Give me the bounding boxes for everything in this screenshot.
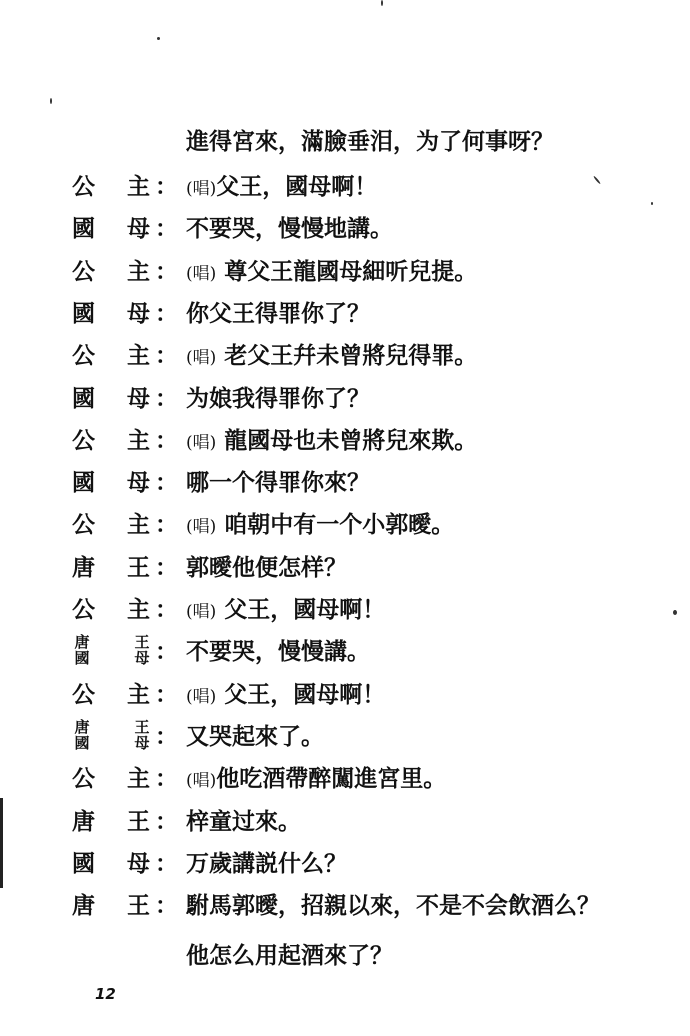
dialogue-line [0, 423, 690, 463]
speech-line: 咱朝中有一个小郭曖。 [216, 511, 455, 539]
speaker-colon: ： [155, 511, 178, 539]
speaker-colon: ： [155, 384, 178, 412]
speaker-char: 國 [72, 469, 95, 497]
speech-line: 老父王幷未曾將兒得罪。 [216, 342, 478, 370]
dialogue-line [0, 465, 690, 505]
sing-marker: (唱) [186, 263, 217, 284]
speaker-label [72, 296, 178, 336]
dialogue-line [0, 719, 690, 759]
speech-text [186, 892, 600, 920]
speaker-colon: ： [155, 680, 178, 708]
speaker-label [72, 423, 178, 463]
speaker-char: 公 [72, 511, 95, 539]
speech-line: 父王，國母啊！ [216, 680, 386, 708]
speaker-label [72, 846, 178, 886]
speaker-char: 主 [127, 257, 150, 285]
speaker-char: 王 [134, 717, 150, 736]
dialogue-line [0, 761, 690, 801]
speaker-char: 主 [127, 765, 150, 793]
speaker-label [72, 592, 178, 632]
speaker-stack-first [72, 719, 92, 751]
speech-text [186, 427, 477, 457]
speaker-char: 主 [127, 426, 150, 454]
speaker-stack-first [72, 634, 92, 666]
speaker-char: 主 [127, 596, 150, 623]
speaker-label [72, 381, 178, 421]
speaker-colon: ： [155, 173, 178, 200]
sing-marker: (唱) [186, 602, 217, 622]
speaker-label [72, 507, 178, 547]
speaker-char: 母 [127, 849, 150, 877]
speaker-colon: ： [155, 469, 178, 497]
dialogue-line [0, 592, 690, 632]
speaker-char: 唐 [74, 717, 90, 736]
page-number: 12 [95, 985, 116, 1003]
speaker-char: 國 [74, 649, 90, 668]
speech-text [186, 765, 446, 795]
speech-line: 为娘我得罪你了？ [186, 384, 370, 412]
speaker-colon: ： [155, 596, 178, 623]
speech-text [186, 723, 324, 751]
speaker-label [72, 338, 178, 378]
speaker-colon: ： [155, 426, 178, 454]
speaker-char: 國 [74, 733, 90, 752]
speech-text [186, 173, 377, 203]
speaker-char: 母 [127, 299, 150, 327]
speaker-char: 公 [72, 257, 95, 285]
speaker-label [72, 550, 178, 590]
sing-marker: (唱) [186, 432, 217, 453]
speaker-char: 母 [127, 384, 150, 412]
speaker-char: 公 [72, 765, 95, 793]
speaker-char: 王 [134, 633, 150, 652]
print-speck [651, 202, 653, 205]
speaker-char: 公 [72, 342, 95, 370]
speaker-colon: ： [155, 257, 178, 285]
sing-marker: (唱) [186, 179, 217, 199]
speaker-char: 主 [127, 173, 150, 200]
speech-text [186, 850, 347, 878]
speaker-char: 公 [72, 596, 95, 623]
speech-line: 父王，國母啊！ [216, 173, 378, 200]
dialogue-line [0, 804, 690, 844]
speaker-label [72, 804, 178, 844]
dialogue-line [0, 296, 690, 336]
sing-marker: (唱) [186, 517, 217, 538]
speaker-colon: ： [155, 807, 178, 835]
speech-text [186, 300, 370, 328]
speaker-char: 唐 [72, 807, 95, 835]
speaker-char: 國 [72, 215, 95, 243]
speaker-colon: ： [155, 765, 178, 793]
speaker-char: 主 [127, 511, 150, 539]
speaker-colon: ： [155, 849, 178, 877]
speaker-label [72, 633, 178, 674]
dialogue-line [0, 888, 690, 928]
dialogue-line [0, 634, 690, 674]
speaker-char: 母 [127, 469, 150, 497]
speech-line: 郭曖他便怎样？ [186, 553, 347, 581]
speaker-char: 母 [127, 215, 150, 243]
speech-text [186, 385, 370, 413]
sing-marker: (唱) [186, 348, 217, 369]
print-speck [381, 0, 383, 6]
speaker-label [72, 211, 178, 251]
speech-text [186, 258, 477, 288]
speech-line: 龍國母也未曾將兒來欺。 [216, 426, 478, 454]
speaker-char: 主 [127, 342, 150, 370]
sing-marker: (唱) [186, 686, 217, 707]
speaker-label [72, 169, 178, 209]
sing-marker: (唱) [186, 771, 217, 792]
speaker-char: 唐 [74, 633, 90, 652]
speaker-label [72, 254, 178, 294]
speech-line: 不要哭，慢慢地講。 [186, 215, 393, 243]
speech-text [186, 554, 347, 582]
speaker-colon: ： [155, 553, 178, 581]
speaker-char: 公 [72, 173, 95, 200]
dialogue-line [0, 381, 690, 421]
speaker-colon: ： [155, 892, 178, 920]
speech-line: 你父王得罪你了？ [186, 299, 370, 327]
speaker-char: 王 [127, 553, 150, 581]
print-speck [157, 37, 160, 40]
speaker-char: 唐 [72, 553, 95, 581]
speech-line: 父王，國母啊！ [216, 596, 386, 623]
speaker-colon: ： [155, 299, 178, 327]
speaker-char: 國 [72, 299, 95, 327]
speech-text [186, 469, 370, 497]
speaker-char: 主 [127, 680, 150, 708]
dialogue-line [0, 254, 690, 294]
opening-line: 進得宮來，滿臉垂泪，为了何事呀？ [186, 128, 554, 155]
speaker-label [72, 677, 178, 717]
speaker-char: 國 [72, 849, 95, 877]
dialogue-line [0, 338, 690, 378]
print-speck [673, 610, 677, 615]
dialogue-line [0, 211, 690, 251]
speech-text [186, 511, 454, 541]
speaker-label [72, 717, 178, 759]
speech-line: 梓童过來。 [186, 807, 301, 835]
speaker-colon: ： [155, 638, 178, 666]
speaker-label [72, 465, 178, 505]
speaker-colon: ： [155, 342, 178, 370]
speaker-stack-second [132, 719, 152, 751]
dialogue-line [0, 846, 690, 886]
speech-text [186, 808, 301, 836]
speaker-char: 王 [127, 807, 150, 835]
speaker-char: 國 [72, 384, 95, 412]
speech-text [186, 596, 385, 626]
speech-text [186, 681, 385, 711]
closing-line: 他怎么用起酒來了？ [186, 942, 393, 969]
speaker-char: 唐 [72, 892, 95, 920]
speech-line: 哪一个得罪你來？ [186, 469, 370, 497]
speaker-char: 母 [134, 649, 150, 668]
speaker-label [72, 888, 178, 928]
speech-line: 駙馬郭曖，招親以來，不是不会飲酒么？ [186, 892, 600, 920]
speaker-char: 公 [72, 426, 95, 454]
speaker-stack-second [132, 634, 152, 666]
speech-line: 万歲講説什么？ [186, 849, 347, 877]
speech-line: 尊父王龍國母細听兒提。 [216, 257, 478, 285]
speaker-char: 母 [134, 733, 150, 752]
speech-text [186, 638, 370, 666]
speaker-colon: ： [155, 215, 178, 243]
speech-text [186, 215, 393, 243]
dialogue-line [0, 550, 690, 590]
speech-line: 不要哭，慢慢講。 [186, 638, 370, 666]
speaker-label [72, 761, 178, 801]
print-speck [50, 98, 52, 104]
dialogue-line [0, 677, 690, 717]
speech-line: 他吃酒帶醉闖進宮里。 [216, 765, 447, 793]
margin-rule [0, 798, 3, 888]
dialogue-line [0, 169, 690, 209]
speaker-colon: ： [155, 722, 178, 750]
speech-line: 又哭起來了。 [186, 722, 324, 750]
dialogue-line [0, 507, 690, 547]
speaker-char: 王 [127, 892, 150, 920]
speaker-char: 公 [72, 680, 95, 708]
speech-text [186, 342, 477, 372]
